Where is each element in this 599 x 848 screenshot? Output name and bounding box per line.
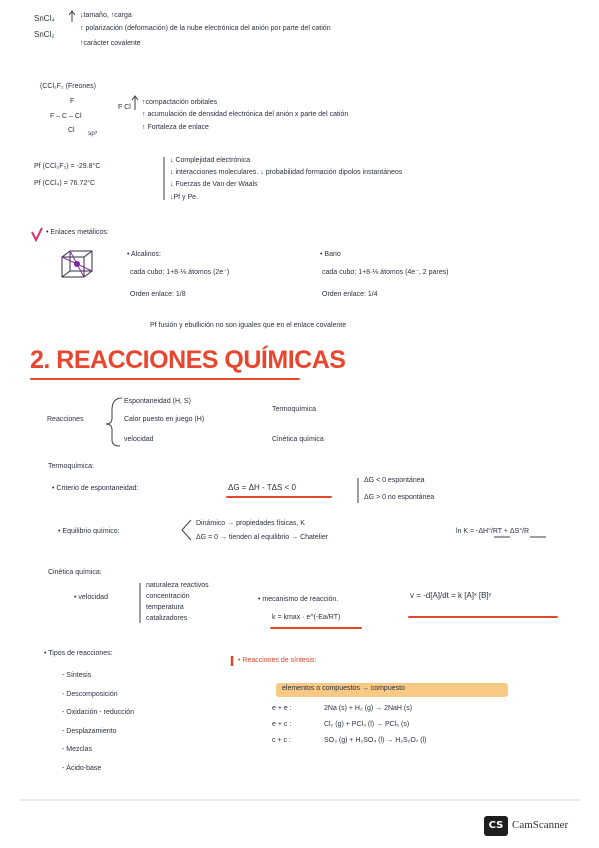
page-title: 2. REACCIONES QUÍMICAS: [30, 346, 346, 374]
note-line: Espontaneidad (H, S): [124, 398, 191, 405]
reaction-equation: SO₃ (g) + H₂SO₄ (l) → H₂S₂O₇ (l): [324, 737, 427, 744]
note-line: ΔG > 0 no espontánea: [364, 494, 435, 501]
note-line: Pf fusión y ebullición no son iguales que en el enlace covalente: [150, 322, 347, 329]
note-line: concentración: [146, 593, 190, 600]
molecule-bottom: Cl: [68, 127, 75, 134]
note-line: temperatura: [146, 604, 184, 611]
note-line: ↑ polarización (deformación) de la nube electrónica del anión por parte del catión: [80, 25, 331, 32]
brace-icon: [106, 398, 122, 446]
atoms-side: F Cl: [118, 104, 131, 111]
note-line: cada cubo: 1+8·⅛ átomos (4e⁻, 2 pares): [322, 269, 449, 276]
note-line: • Criterio de espontaneidad:: [52, 485, 139, 492]
note-line: cada cubo: 1+8·⅛ átomos (2e⁻): [130, 269, 230, 276]
note-line: naturaleza reactivos: [146, 582, 209, 589]
list-item: - Descomposición: [62, 690, 118, 698]
list-item: - Oxidación - reducción: [62, 709, 134, 716]
note-line: Orden enlace: 1/8: [130, 291, 186, 298]
bcc-cube-icon: [62, 251, 92, 277]
list-item: - Desplazamiento: [62, 727, 117, 735]
note-line: ΔG = 0 → tienden al equilibrio → Chatelier: [196, 534, 329, 541]
formula-sncl4: SnCl₄: [34, 14, 55, 23]
molecule-mid: F – C – Cl: [50, 113, 82, 120]
note-line: ↑compactación orbitales: [142, 99, 218, 106]
section-heading: (CCl₂F₂ (Freones): [40, 83, 96, 90]
reaction-label: e + e :: [272, 705, 292, 712]
molecule-top: F: [70, 98, 75, 105]
note-line: • velocidad: [74, 594, 108, 601]
reaction-equation: 2Na (s) + H₂ (g) → 2NaH (s): [324, 705, 413, 712]
note-line: ↓ interacciones moleculares. ↓ probabilidad formación dipolos instantáneos: [170, 169, 403, 176]
hybridization: sp³: [88, 130, 98, 137]
section-heading: Cinética química:: [48, 569, 102, 576]
gibbs-equation: ΔG = ΔH - TΔS < 0: [228, 483, 296, 492]
camscanner-logo-icon: CS: [484, 816, 508, 836]
note-line: velocidad: [124, 436, 154, 443]
pf-line: Pf (CCl₂F₂) = -29.8°C: [34, 163, 101, 170]
note-line: Dinámico → propiedades físicas, K: [196, 520, 305, 527]
note-line: ↑ acumulación de densidad electrónica del anión x parte del catión: [142, 111, 349, 118]
list-item: - Síntesis: [62, 672, 92, 679]
note-line: Reacciones: [47, 416, 84, 423]
note-line: • Bario: [320, 251, 341, 258]
note-line: Orden enlace: 1/4: [322, 291, 378, 298]
note-line: ↑carácter covalente: [80, 40, 141, 47]
formula-sncl2: SnCl₂: [34, 30, 55, 39]
vant-hoff-equation: ln K = -ΔH°/RT + ΔS°/R: [456, 528, 530, 535]
note-line: Calor puesto en juego (H): [124, 416, 205, 423]
list-item: - Mezclas: [62, 746, 92, 753]
reaction-equation: Cl₂ (g) + PCl₃ (l) → PCl₅ (s): [324, 721, 410, 728]
note-line: • Equilibrio químico:: [58, 528, 120, 535]
section-heading: • Tipos de reacciones:: [44, 650, 113, 657]
note-line: ↓ Fuerzas de Van der Waals: [170, 181, 258, 188]
reaction-label: e + c :: [272, 721, 292, 728]
note-line: ↓ Complejidad electrónica: [170, 157, 251, 164]
synthesis-rule: elementos o compuestos → compuesto: [282, 685, 405, 692]
check-icon: [32, 228, 42, 240]
angle-bracket-icon: [182, 520, 191, 540]
note-line: ↓Pf y Pe.: [170, 194, 199, 201]
arrhenius-equation: k = kmax · e^(-Ea/RT): [272, 614, 341, 621]
note-line: Cinética química: [272, 436, 324, 443]
note-line: Termoquímica: [272, 406, 316, 413]
note-line: ↑ Fortaleza de enlace: [142, 124, 209, 131]
section-heading: • Enlaces metálicos:: [46, 229, 109, 236]
note-line: ↓tamaño, ↑carga: [80, 12, 132, 19]
note-line: catalizadores: [146, 615, 188, 622]
reaction-label: c + c :: [272, 737, 291, 744]
note-line: • Alcalinos:: [127, 251, 161, 258]
section-heading: • Reacciones de síntesis:: [238, 657, 317, 664]
section-heading: Termoquímica:: [48, 463, 94, 470]
list-item: - Ácido-base: [62, 764, 102, 772]
note-line: • mecanismo de reacción.: [258, 596, 339, 603]
pf-line: Pf (CCl₄) = 76.72°C: [34, 180, 96, 187]
camscanner-brand: CamScanner: [512, 819, 569, 831]
rate-law: v = -d[A]/dt = k [A]ˣ [B]ʸ: [410, 591, 492, 600]
note-line: ΔG < 0 espontánea: [364, 477, 425, 484]
